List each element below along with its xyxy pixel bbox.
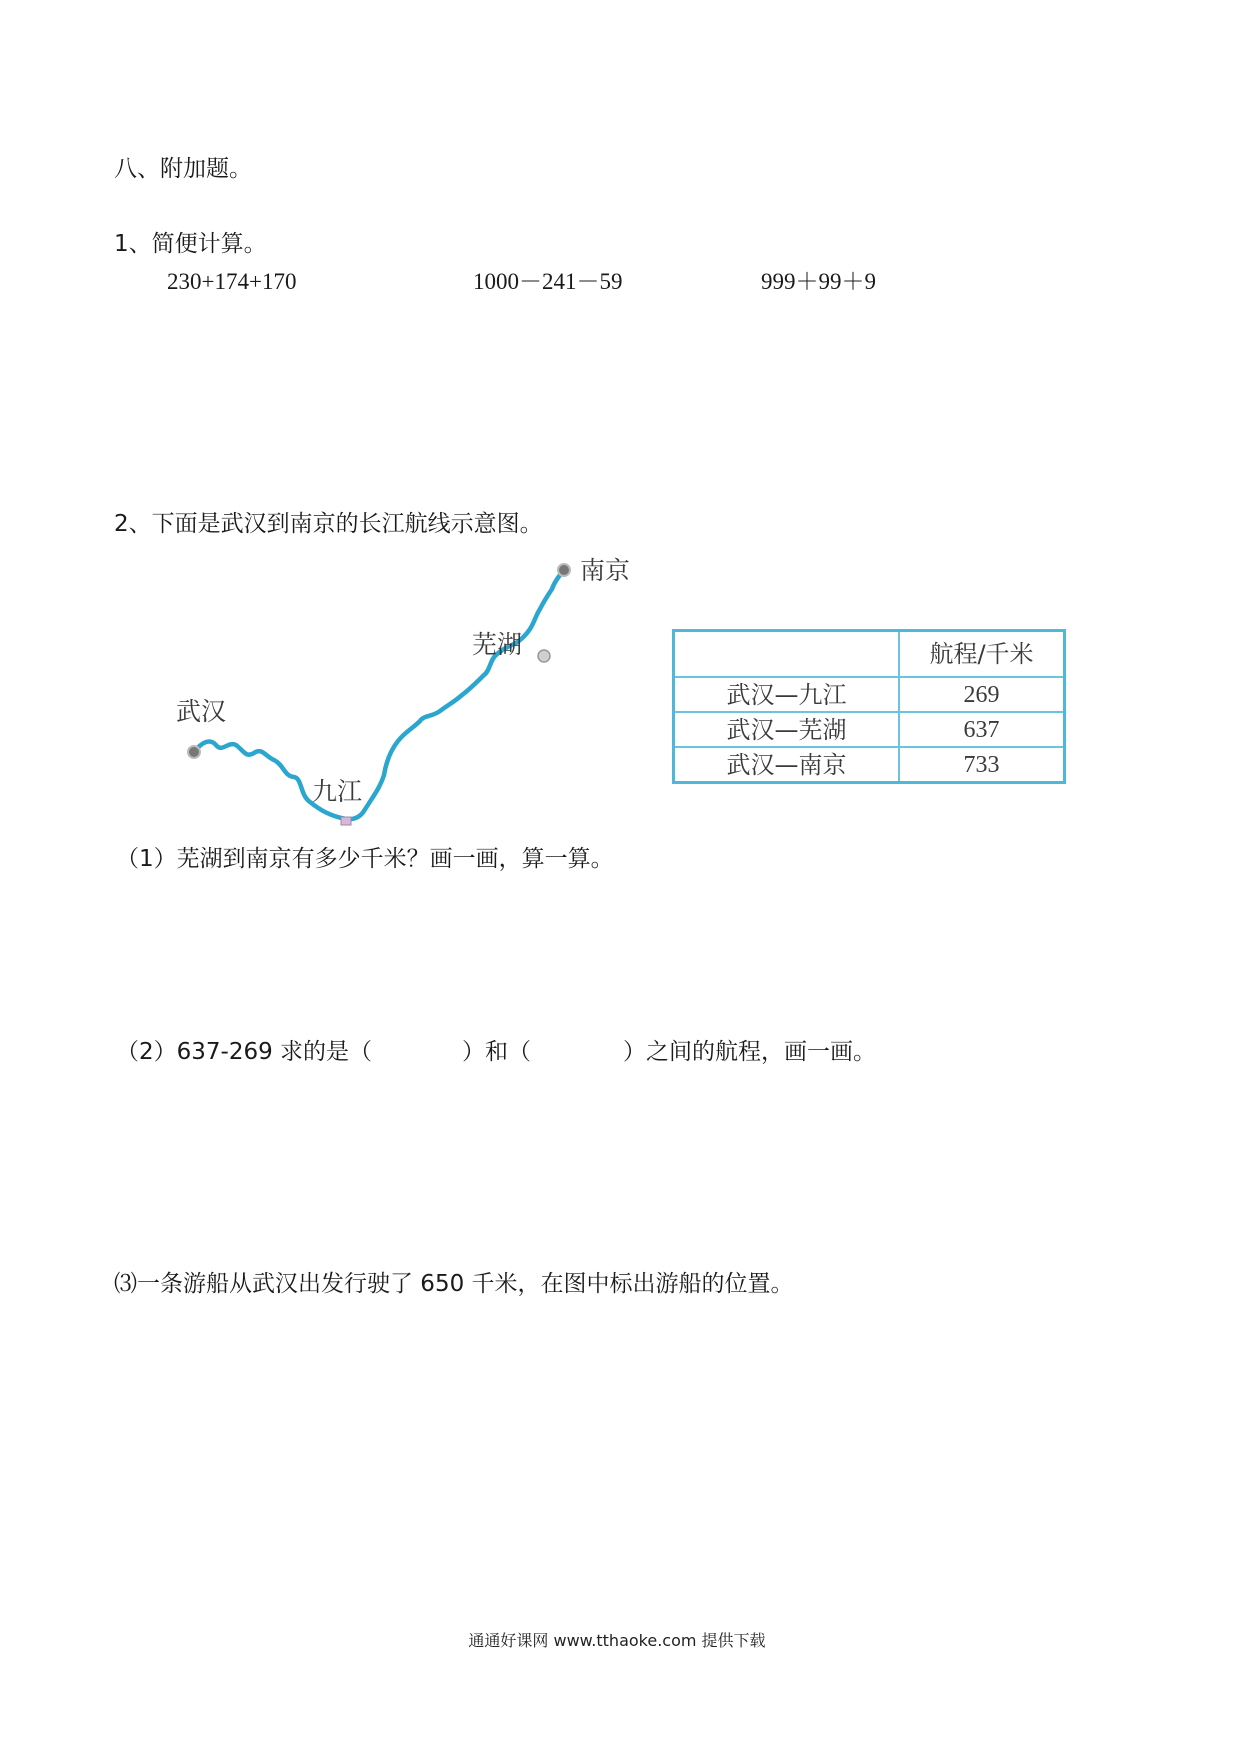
sub-question-2-middle: ）和（	[462, 1039, 532, 1065]
nanjing-marker	[558, 564, 570, 576]
sub-question-2-suffix: ）之间的航程，画一画。	[623, 1039, 877, 1065]
distance-cell: 637	[899, 712, 1065, 747]
route-cell: 武汉—芜湖	[674, 712, 900, 747]
table-header-distance: 航程/千米	[899, 631, 1065, 678]
jiujiang-marker	[341, 817, 351, 825]
expression-1: 230+174+170	[167, 269, 297, 294]
yangtze-route-map	[150, 555, 670, 835]
expression-3: 999＋99＋9	[761, 269, 876, 294]
route-cell: 武汉—九江	[674, 677, 900, 712]
table-row	[674, 677, 1065, 712]
distance-cell: 733	[899, 747, 1065, 783]
table-header-empty	[674, 631, 900, 678]
wuhu-marker	[538, 650, 550, 662]
table-header-row	[674, 631, 1065, 678]
sub-question-1: （1）芜湖到南京有多少千米？画一画，算一算。	[116, 846, 614, 872]
sub-question-2	[116, 1041, 876, 1064]
sub-question-2-prefix: （2）637-269 求的是（	[116, 1039, 373, 1065]
river-line	[194, 570, 564, 819]
question-2-title: 2、下面是武汉到南京的长江航线示意图。	[114, 511, 543, 537]
section-title: 八、附加题。	[114, 156, 252, 182]
question-1-title: 1、简便计算。	[114, 231, 267, 257]
wuhan-marker	[188, 746, 200, 758]
city-label-wuhu: 芜湖	[472, 630, 523, 659]
sub-question-3: ⑶一条游船从武汉出发行驶了 650 千米，在图中标出游船的位置。	[114, 1271, 794, 1297]
table-row	[674, 747, 1065, 783]
city-label-wuhan: 武汉	[176, 697, 227, 726]
city-label-jiujiang: 九江	[312, 777, 363, 806]
expression-2: 1000－241－59	[473, 269, 623, 294]
table-row	[674, 712, 1065, 747]
city-label-nanjing: 南京	[580, 556, 631, 585]
page-footer: 通通好课网 www.tthaoke.com 提供下载	[468, 1631, 766, 1650]
route-cell: 武汉—南京	[674, 747, 900, 783]
distance-table	[672, 629, 1066, 784]
distance-cell: 269	[899, 677, 1065, 712]
